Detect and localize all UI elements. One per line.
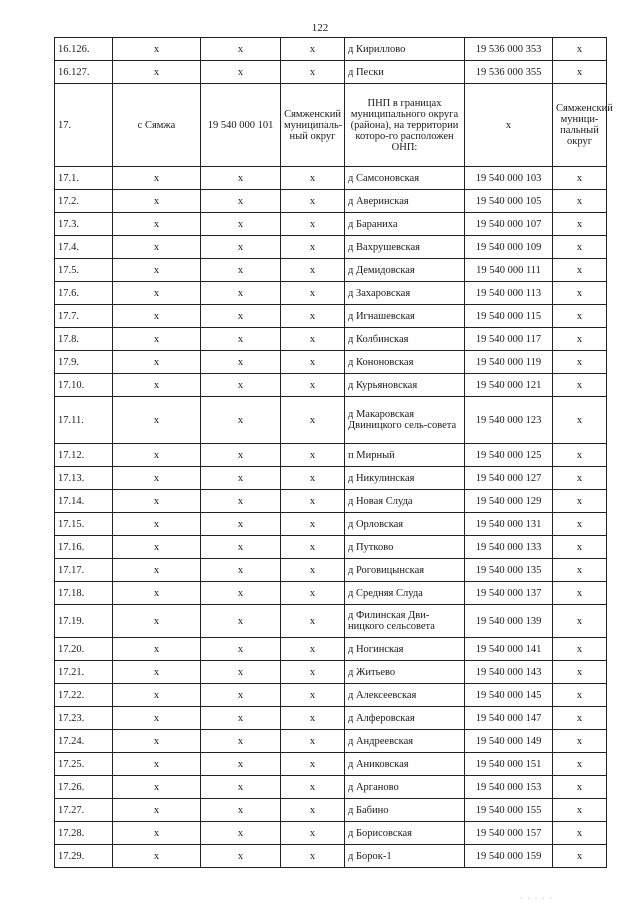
row-number-cell: 17.19. [55, 605, 113, 638]
table-row [55, 444, 607, 467]
oktmo-code-cell: x [201, 467, 281, 490]
settlement-cell: x [113, 559, 201, 582]
table-body [55, 38, 613, 868]
municipality-cell: x [281, 444, 345, 467]
municipality-cell: x [281, 259, 345, 282]
district-cell: x [553, 213, 607, 236]
locality-name-cell: д Алексеевская [345, 684, 465, 707]
table-row [55, 61, 607, 84]
locality-code-cell: 19 540 000 123 [465, 397, 553, 444]
district-cell: x [553, 259, 607, 282]
municipality-cell: x [281, 38, 345, 61]
locality-name-cell: д Новая Слуда [345, 490, 465, 513]
locality-name-cell: д Средняя Слуда [345, 582, 465, 605]
locality-code-cell: 19 540 000 105 [465, 190, 553, 213]
district-cell: x [553, 305, 607, 328]
oktmo-code-cell: 19 540 000 101 [201, 84, 281, 167]
table-row [55, 259, 607, 282]
settlement-cell: x [113, 822, 201, 845]
district-cell: x [553, 661, 607, 684]
oktmo-code-cell: x [201, 730, 281, 753]
settlement-cell: x [113, 259, 201, 282]
municipality-cell: x [281, 328, 345, 351]
settlement-cell: x [113, 467, 201, 490]
municipality-cell: x [281, 845, 345, 868]
row-number-cell: 17.15. [55, 513, 113, 536]
locality-name-cell: д Кириллово [345, 38, 465, 61]
oktmo-code-cell: x [201, 490, 281, 513]
row-number-cell: 17.6. [55, 282, 113, 305]
district-cell: x [553, 38, 607, 61]
table-row [55, 753, 607, 776]
row-number-cell: 17.13. [55, 467, 113, 490]
row-number-cell: 17.18. [55, 582, 113, 605]
municipality-cell: x [281, 605, 345, 638]
table-row [55, 707, 607, 730]
district-cell: x [553, 444, 607, 467]
table-row [55, 605, 607, 638]
row-number-cell: 17. [55, 84, 113, 167]
scan-marks: · · · · · [520, 896, 554, 902]
table-row [55, 513, 607, 536]
oktmo-code-cell: x [201, 328, 281, 351]
district-cell: x [553, 730, 607, 753]
row-number-cell: 17.28. [55, 822, 113, 845]
locality-code-cell: 19 540 000 115 [465, 305, 553, 328]
locality-name-cell: д Филинская Дви-ницкого сельсовета [345, 605, 465, 638]
locality-code-cell: 19 540 000 135 [465, 559, 553, 582]
district-cell: x [553, 328, 607, 351]
district-cell: x [553, 236, 607, 259]
locality-name-cell: д Роговицынская [345, 559, 465, 582]
settlement-cell: x [113, 397, 201, 444]
locality-name-cell: д Житьево [345, 661, 465, 684]
district-cell: x [553, 190, 607, 213]
district-cell: x [553, 605, 607, 638]
settlement-cell: x [113, 684, 201, 707]
locality-name-cell: д Захаровская [345, 282, 465, 305]
locality-code-cell: 19 540 000 103 [465, 167, 553, 190]
settlement-cell: x [113, 605, 201, 638]
locality-code-cell: 19 540 000 111 [465, 259, 553, 282]
oktmo-code-cell: x [201, 707, 281, 730]
locality-code-cell: 19 540 000 133 [465, 536, 553, 559]
municipality-cell: x [281, 397, 345, 444]
row-number-cell: 17.8. [55, 328, 113, 351]
locality-name-cell: д Пески [345, 61, 465, 84]
oktmo-code-cell: x [201, 559, 281, 582]
oktmo-code-cell: x [201, 236, 281, 259]
locality-name-cell: д Алферовская [345, 707, 465, 730]
row-number-cell: 17.1. [55, 167, 113, 190]
row-number-cell: 16.127. [55, 61, 113, 84]
row-number-cell: 17.23. [55, 707, 113, 730]
settlement-cell: x [113, 167, 201, 190]
row-number-cell: 17.20. [55, 638, 113, 661]
district-cell: x [553, 707, 607, 730]
table-row [55, 236, 607, 259]
district-cell: x [553, 822, 607, 845]
locality-code-cell: 19 540 000 157 [465, 822, 553, 845]
locality-code-cell: 19 540 000 153 [465, 776, 553, 799]
table-row [55, 490, 607, 513]
locality-name-cell: д Макаровская Двиницкого сель-совета [345, 397, 465, 444]
settlement-cell: x [113, 444, 201, 467]
table-row [55, 467, 607, 490]
locality-code-cell: 19 540 000 137 [465, 582, 553, 605]
district-cell: x [553, 776, 607, 799]
locality-code-cell: 19 536 000 355 [465, 61, 553, 84]
table-row [55, 776, 607, 799]
table-row [55, 845, 607, 868]
district-cell: x [553, 490, 607, 513]
district-cell: x [553, 397, 607, 444]
locality-name-cell: д Арганово [345, 776, 465, 799]
oktmo-code-cell: x [201, 513, 281, 536]
row-number-cell: 17.3. [55, 213, 113, 236]
settlement-cell: x [113, 582, 201, 605]
settlement-cell: x [113, 776, 201, 799]
locality-name-cell: д Путково [345, 536, 465, 559]
settlement-cell: x [113, 190, 201, 213]
municipality-cell: x [281, 582, 345, 605]
locality-code-cell: 19 536 000 353 [465, 38, 553, 61]
row-number-cell: 17.7. [55, 305, 113, 328]
municipality-cell: x [281, 190, 345, 213]
row-number-cell: 17.25. [55, 753, 113, 776]
table-row [55, 374, 607, 397]
row-number-cell: 17.4. [55, 236, 113, 259]
locality-code-cell: 19 540 000 147 [465, 707, 553, 730]
locality-name-cell: д Демидовская [345, 259, 465, 282]
table-row [55, 190, 607, 213]
oktmo-code-cell: x [201, 282, 281, 305]
locality-name-cell: д Ногинская [345, 638, 465, 661]
row-number-cell: 17.14. [55, 490, 113, 513]
municipality-cell: x [281, 684, 345, 707]
row-number-cell: 17.27. [55, 799, 113, 822]
municipality-cell: x [281, 61, 345, 84]
municipality-cell: x [281, 305, 345, 328]
settlement-cell: x [113, 799, 201, 822]
municipality-cell: x [281, 167, 345, 190]
locality-name-cell: п Мирный [345, 444, 465, 467]
table-row [55, 582, 607, 605]
locality-code-cell: 19 540 000 159 [465, 845, 553, 868]
district-cell: x [553, 167, 607, 190]
settlement-cell: x [113, 661, 201, 684]
table-row [55, 305, 607, 328]
municipality-cell: x [281, 638, 345, 661]
oktmo-code-cell: x [201, 799, 281, 822]
district-cell: x [553, 513, 607, 536]
district-cell: x [553, 684, 607, 707]
table-row [55, 397, 607, 444]
locality-code-cell: 19 540 000 109 [465, 236, 553, 259]
municipality-cell: x [281, 707, 345, 730]
municipality-cell: x [281, 536, 345, 559]
table-row [55, 38, 607, 61]
municipality-cell: x [281, 822, 345, 845]
locality-name-cell: д Аниковская [345, 753, 465, 776]
oktmo-code-cell: x [201, 167, 281, 190]
row-number-cell: 17.24. [55, 730, 113, 753]
oktmo-code-cell: x [201, 213, 281, 236]
table-row [55, 328, 607, 351]
district-cell: x [553, 753, 607, 776]
oktmo-code-cell: x [201, 61, 281, 84]
locality-code-cell: 19 540 000 131 [465, 513, 553, 536]
municipality-cell: x [281, 753, 345, 776]
district-cell: x [553, 536, 607, 559]
oktmo-code-cell: x [201, 444, 281, 467]
row-number-cell: 17.21. [55, 661, 113, 684]
locality-code-cell: 19 540 000 145 [465, 684, 553, 707]
locality-name-cell: д Аверинская [345, 190, 465, 213]
settlement-cell: x [113, 707, 201, 730]
row-number-cell: 17.2. [55, 190, 113, 213]
locality-name-cell: д Борок-1 [345, 845, 465, 868]
settlement-cell: x [113, 351, 201, 374]
locality-name-cell: д Бараниха [345, 213, 465, 236]
settlements-table [54, 37, 613, 868]
settlement-cell: x [113, 328, 201, 351]
locality-name-cell: д Игнашевская [345, 305, 465, 328]
district-cell: x [553, 61, 607, 84]
locality-name-cell: д Кононовская [345, 351, 465, 374]
district-cell: x [553, 374, 607, 397]
locality-code-cell: 19 540 000 121 [465, 374, 553, 397]
table-row [55, 730, 607, 753]
municipality-cell: x [281, 661, 345, 684]
district-cell: x [553, 467, 607, 490]
settlement-cell: x [113, 753, 201, 776]
locality-name-cell: д Бабино [345, 799, 465, 822]
row-number-cell: 17.16. [55, 536, 113, 559]
row-number-cell: 17.12. [55, 444, 113, 467]
row-number-cell: 17.5. [55, 259, 113, 282]
locality-code-cell: 19 540 000 143 [465, 661, 553, 684]
locality-name-cell: д Борисовская [345, 822, 465, 845]
oktmo-code-cell: x [201, 776, 281, 799]
settlement-cell: x [113, 305, 201, 328]
locality-name-cell: д Орловская [345, 513, 465, 536]
district-cell: x [553, 282, 607, 305]
table-row [55, 684, 607, 707]
locality-code-cell: 19 540 000 119 [465, 351, 553, 374]
municipality-cell: x [281, 490, 345, 513]
district-cell: x [553, 845, 607, 868]
table-row [55, 282, 607, 305]
oktmo-code-cell: x [201, 351, 281, 374]
oktmo-code-cell: x [201, 605, 281, 638]
table-row [55, 351, 607, 374]
settlement-cell: x [113, 730, 201, 753]
oktmo-code-cell: x [201, 822, 281, 845]
table-row [55, 84, 607, 167]
municipality-cell: x [281, 236, 345, 259]
district-cell: x [553, 638, 607, 661]
table-row [55, 536, 607, 559]
municipality-cell: x [281, 730, 345, 753]
locality-code-cell: 19 540 000 127 [465, 467, 553, 490]
settlement-cell: x [113, 213, 201, 236]
oktmo-code-cell: x [201, 38, 281, 61]
table-row [55, 822, 607, 845]
oktmo-code-cell: x [201, 190, 281, 213]
row-number-cell: 17.17. [55, 559, 113, 582]
locality-code-cell: х [465, 84, 553, 167]
settlement-cell: x [113, 490, 201, 513]
locality-name-cell: д Никулинская [345, 467, 465, 490]
municipality-cell: Сямженский муниципаль-ный округ [281, 84, 345, 167]
district-cell: x [553, 582, 607, 605]
municipality-cell: x [281, 559, 345, 582]
locality-code-cell: 19 540 000 149 [465, 730, 553, 753]
row-number-cell: 16.126. [55, 38, 113, 61]
settlement-cell: x [113, 845, 201, 868]
locality-code-cell: 19 540 000 113 [465, 282, 553, 305]
oktmo-code-cell: x [201, 661, 281, 684]
table-row [55, 559, 607, 582]
settlement-cell: x [113, 374, 201, 397]
district-cell: x [553, 351, 607, 374]
locality-code-cell: 19 540 000 117 [465, 328, 553, 351]
locality-code-cell: 19 540 000 129 [465, 490, 553, 513]
municipality-cell: x [281, 799, 345, 822]
locality-name-cell: д Колбинская [345, 328, 465, 351]
oktmo-code-cell: x [201, 259, 281, 282]
row-number-cell: 17.22. [55, 684, 113, 707]
settlement-cell: x [113, 282, 201, 305]
oktmo-code-cell: x [201, 536, 281, 559]
district-cell: Сямженский муници-пальный округ [553, 84, 607, 167]
municipality-cell: x [281, 213, 345, 236]
table-row [55, 799, 607, 822]
locality-name-cell: д Самсоновская [345, 167, 465, 190]
locality-name-cell: д Курьяновская [345, 374, 465, 397]
locality-code-cell: 19 540 000 139 [465, 605, 553, 638]
table-row [55, 638, 607, 661]
municipality-cell: x [281, 282, 345, 305]
municipality-cell: x [281, 351, 345, 374]
settlement-cell: x [113, 638, 201, 661]
municipality-cell: x [281, 776, 345, 799]
locality-code-cell: 19 540 000 125 [465, 444, 553, 467]
row-number-cell: 17.26. [55, 776, 113, 799]
row-number-cell: 17.11. [55, 397, 113, 444]
oktmo-code-cell: x [201, 397, 281, 444]
oktmo-code-cell: x [201, 582, 281, 605]
settlement-cell: с Сямжа [113, 84, 201, 167]
oktmo-code-cell: x [201, 374, 281, 397]
oktmo-code-cell: x [201, 638, 281, 661]
oktmo-code-cell: x [201, 684, 281, 707]
locality-name-cell: д Андреевская [345, 730, 465, 753]
settlement-cell: x [113, 61, 201, 84]
municipality-cell: x [281, 374, 345, 397]
settlement-cell: x [113, 236, 201, 259]
settlement-cell: x [113, 38, 201, 61]
locality-name-cell: д Вахрушевская [345, 236, 465, 259]
locality-code-cell: 19 540 000 141 [465, 638, 553, 661]
locality-name-cell: ПНП в границах муниципального округа (района), на территории которо-го расположен ОНП: [345, 84, 465, 167]
settlement-cell: x [113, 513, 201, 536]
page-number: 122 [311, 22, 329, 34]
table-row [55, 661, 607, 684]
table-row [55, 167, 607, 190]
oktmo-code-cell: x [201, 305, 281, 328]
locality-code-cell: 19 540 000 155 [465, 799, 553, 822]
district-cell: x [553, 799, 607, 822]
oktmo-code-cell: x [201, 753, 281, 776]
row-number-cell: 17.29. [55, 845, 113, 868]
row-number-cell: 17.9. [55, 351, 113, 374]
locality-code-cell: 19 540 000 107 [465, 213, 553, 236]
oktmo-code-cell: x [201, 845, 281, 868]
settlement-cell: x [113, 536, 201, 559]
municipality-cell: x [281, 467, 345, 490]
table-row [55, 213, 607, 236]
district-cell: x [553, 559, 607, 582]
locality-code-cell: 19 540 000 151 [465, 753, 553, 776]
row-number-cell: 17.10. [55, 374, 113, 397]
municipality-cell: x [281, 513, 345, 536]
